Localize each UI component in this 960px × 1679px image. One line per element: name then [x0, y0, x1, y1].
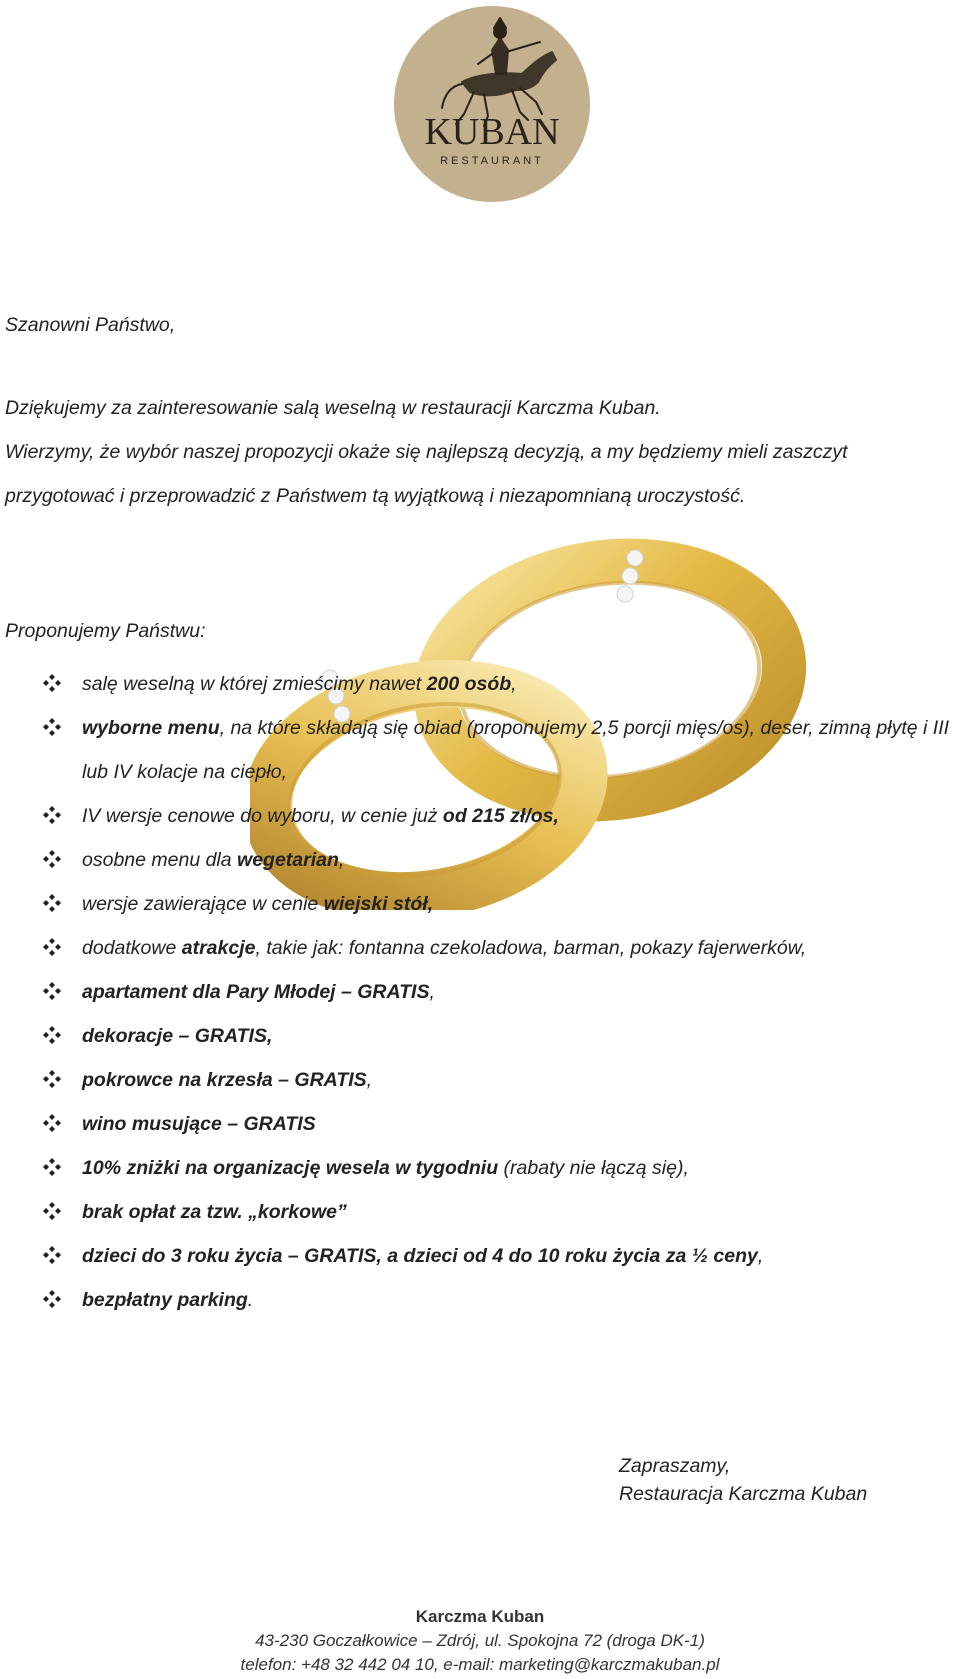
item-text: salę weselną w której zmieścimy nawet	[82, 673, 427, 695]
diamond-bullet-icon	[42, 1069, 62, 1089]
item-highlight: pokrowce na krzesła – GRATIS	[82, 1069, 367, 1091]
list-item	[42, 838, 952, 882]
item-highlight: wino musujące – GRATIS	[82, 1113, 316, 1135]
item-highlight: dekoracje – GRATIS,	[82, 1025, 273, 1047]
logo-circle	[394, 6, 590, 202]
item-text-tail: ,	[511, 673, 517, 695]
item-highlight: dzieci do 3 roku życia – GRATIS, a dzieci od 4 do 10 roku życia za ½ ceny	[82, 1245, 758, 1267]
list-item	[42, 1146, 952, 1190]
diamond-bullet-icon	[42, 1025, 62, 1045]
closing	[619, 1452, 867, 1508]
list-item	[42, 1058, 952, 1102]
diamond-bullet-icon	[42, 673, 62, 693]
item-highlight: wegetarian	[237, 849, 339, 871]
intro-line-1: Dziękujemy za zainteresowanie salą weselną w restauracji Karczma Kuban.	[5, 397, 661, 419]
item-text-tail: , takie jak: fontanna czekoladowa, barman, pokazy fajerwerków,	[255, 937, 807, 959]
intro-line-2: Wierzymy, że wybór naszej propozycji okaże się najlepszą decyzją, a my będziemy mieli zaszczyt	[5, 441, 848, 463]
item-highlight: apartament dla Pary Młodej – GRATIS	[82, 981, 430, 1003]
diamond-bullet-icon	[42, 1113, 62, 1133]
intro-paragraph	[5, 386, 950, 518]
item-text-tail: ,	[429, 981, 435, 1003]
list-item	[42, 882, 952, 926]
item-text-tail: (rabaty nie łączą się),	[498, 1157, 689, 1179]
diamond-bullet-icon	[42, 717, 62, 737]
restaurant-logo	[392, 4, 592, 204]
list-item	[42, 706, 952, 794]
greeting: Szanowni Państwo,	[5, 314, 176, 336]
list-item	[42, 662, 952, 706]
item-text: osobne menu dla	[82, 849, 238, 871]
list-item	[42, 1190, 952, 1234]
list-item	[42, 926, 952, 970]
item-highlight: wiejski stół,	[323, 893, 434, 915]
diamond-bullet-icon	[42, 893, 62, 913]
footer	[0, 1605, 960, 1677]
diamond-bullet-icon	[42, 1245, 62, 1265]
list-item	[42, 1014, 952, 1058]
diamond-bullet-icon	[42, 1289, 62, 1309]
offer-heading: Proponujemy Państwu:	[5, 620, 206, 642]
item-text: IV wersje cenowe do wyboru, w cenie już	[82, 805, 443, 827]
logo-name: KUBAN	[424, 111, 560, 153]
item-highlight: atrakcje	[181, 937, 256, 959]
list-item	[42, 1278, 952, 1322]
item-highlight: od 215 zł/os,	[442, 805, 559, 827]
logo-tagline: RESTAURANT	[440, 155, 544, 167]
diamond-bullet-icon	[42, 805, 62, 825]
intro-line-3: przygotować i przeprowadzić z Państwem tą wyjątkową i niezapomnianą uroczystość.	[5, 485, 746, 507]
list-item	[42, 970, 952, 1014]
diamond-bullet-icon	[42, 849, 62, 869]
item-text: dodatkowe	[82, 937, 182, 959]
item-text: wersje zawierające w cenie	[82, 893, 324, 915]
item-highlight: 200 osób	[426, 673, 512, 695]
item-text-tail: , na które składają się obiad (proponujemy 2,5 porcji mięs/os), deser, zimną płytę i III lub IV kolacje na ciepło,	[82, 717, 950, 783]
item-highlight: wyborne menu	[82, 717, 220, 739]
item-text-tail: ,	[366, 1069, 373, 1091]
item-highlight: bezpłatny parking	[82, 1289, 248, 1311]
item-highlight: 10% zniżki na organizację wesela w tygodniu	[82, 1157, 499, 1179]
diamond-bullet-icon	[42, 937, 62, 957]
list-item	[42, 1102, 952, 1146]
closing-line-1: Zapraszamy,	[619, 1455, 731, 1477]
item-highlight: brak opłat za tzw. „korkowe”	[82, 1201, 347, 1223]
list-item	[42, 794, 952, 838]
closing-signature: Restauracja Karczma Kuban	[619, 1483, 868, 1505]
item-text-tail: .	[247, 1289, 254, 1311]
footer-address: 43-230 Goczałkowice – Zdrój, ul. Spokojna 72 (droga DK-1)	[255, 1631, 705, 1650]
offer-list	[42, 662, 952, 1322]
item-text-tail: ,	[757, 1245, 764, 1267]
diamond-bullet-icon	[42, 1201, 62, 1221]
item-text-tail: ,	[338, 849, 345, 871]
footer-name: Karczma Kuban	[415, 1607, 545, 1626]
footer-contact: telefon: +48 32 442 04 10, e-mail: marketing@karczmakuban.pl	[240, 1655, 720, 1674]
list-item	[42, 1234, 952, 1278]
diamond-bullet-icon	[42, 981, 62, 1001]
diamond-bullet-icon	[42, 1157, 62, 1177]
